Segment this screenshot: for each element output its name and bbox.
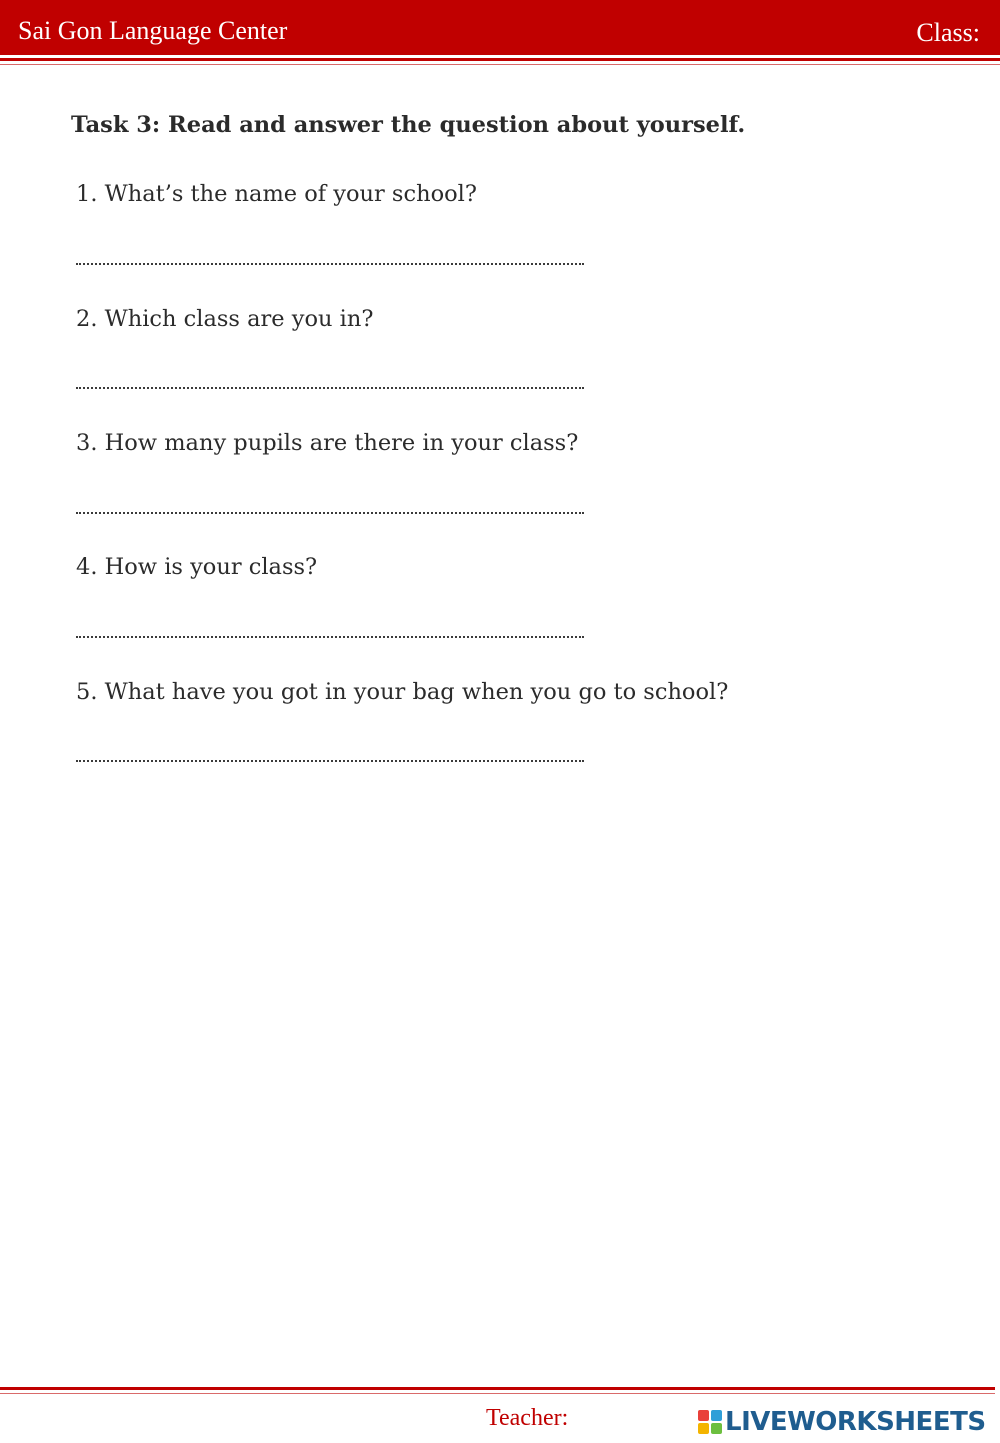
task-title: Task 3: Read and answer the question about yourself.: [71, 112, 746, 138]
header-divider: [0, 58, 1000, 61]
answer-line-3[interactable]: [76, 512, 584, 514]
footer-divider-thin: [0, 1393, 995, 1394]
teacher-label: Teacher:: [486, 1405, 569, 1431]
question-1: 1. What’s the name of your school?: [76, 181, 477, 207]
class-label: Class:: [916, 18, 980, 47]
answer-line-4[interactable]: [76, 636, 584, 638]
answer-line-5[interactable]: [76, 760, 584, 762]
liveworksheets-logo[interactable]: [698, 1408, 986, 1436]
answer-line-2[interactable]: [76, 387, 584, 389]
question-4: 4. How is your class?: [76, 554, 318, 580]
question-2: 2. Which class are you in?: [76, 306, 374, 332]
header-divider-thin: [0, 64, 1000, 65]
answer-line-1[interactable]: [76, 263, 584, 265]
question-3: 3. How many pupils are there in your class?: [76, 430, 579, 456]
liveworksheets-logo-icon: [698, 1410, 722, 1434]
footer-divider: [0, 1387, 995, 1390]
liveworksheets-logo-text: LIVEWORKSHEETS: [725, 1407, 986, 1437]
header-title: Sai Gon Language Center: [18, 16, 288, 45]
header-bar: [0, 0, 1000, 55]
question-5: 5. What have you got in your bag when you go to school?: [76, 679, 729, 705]
